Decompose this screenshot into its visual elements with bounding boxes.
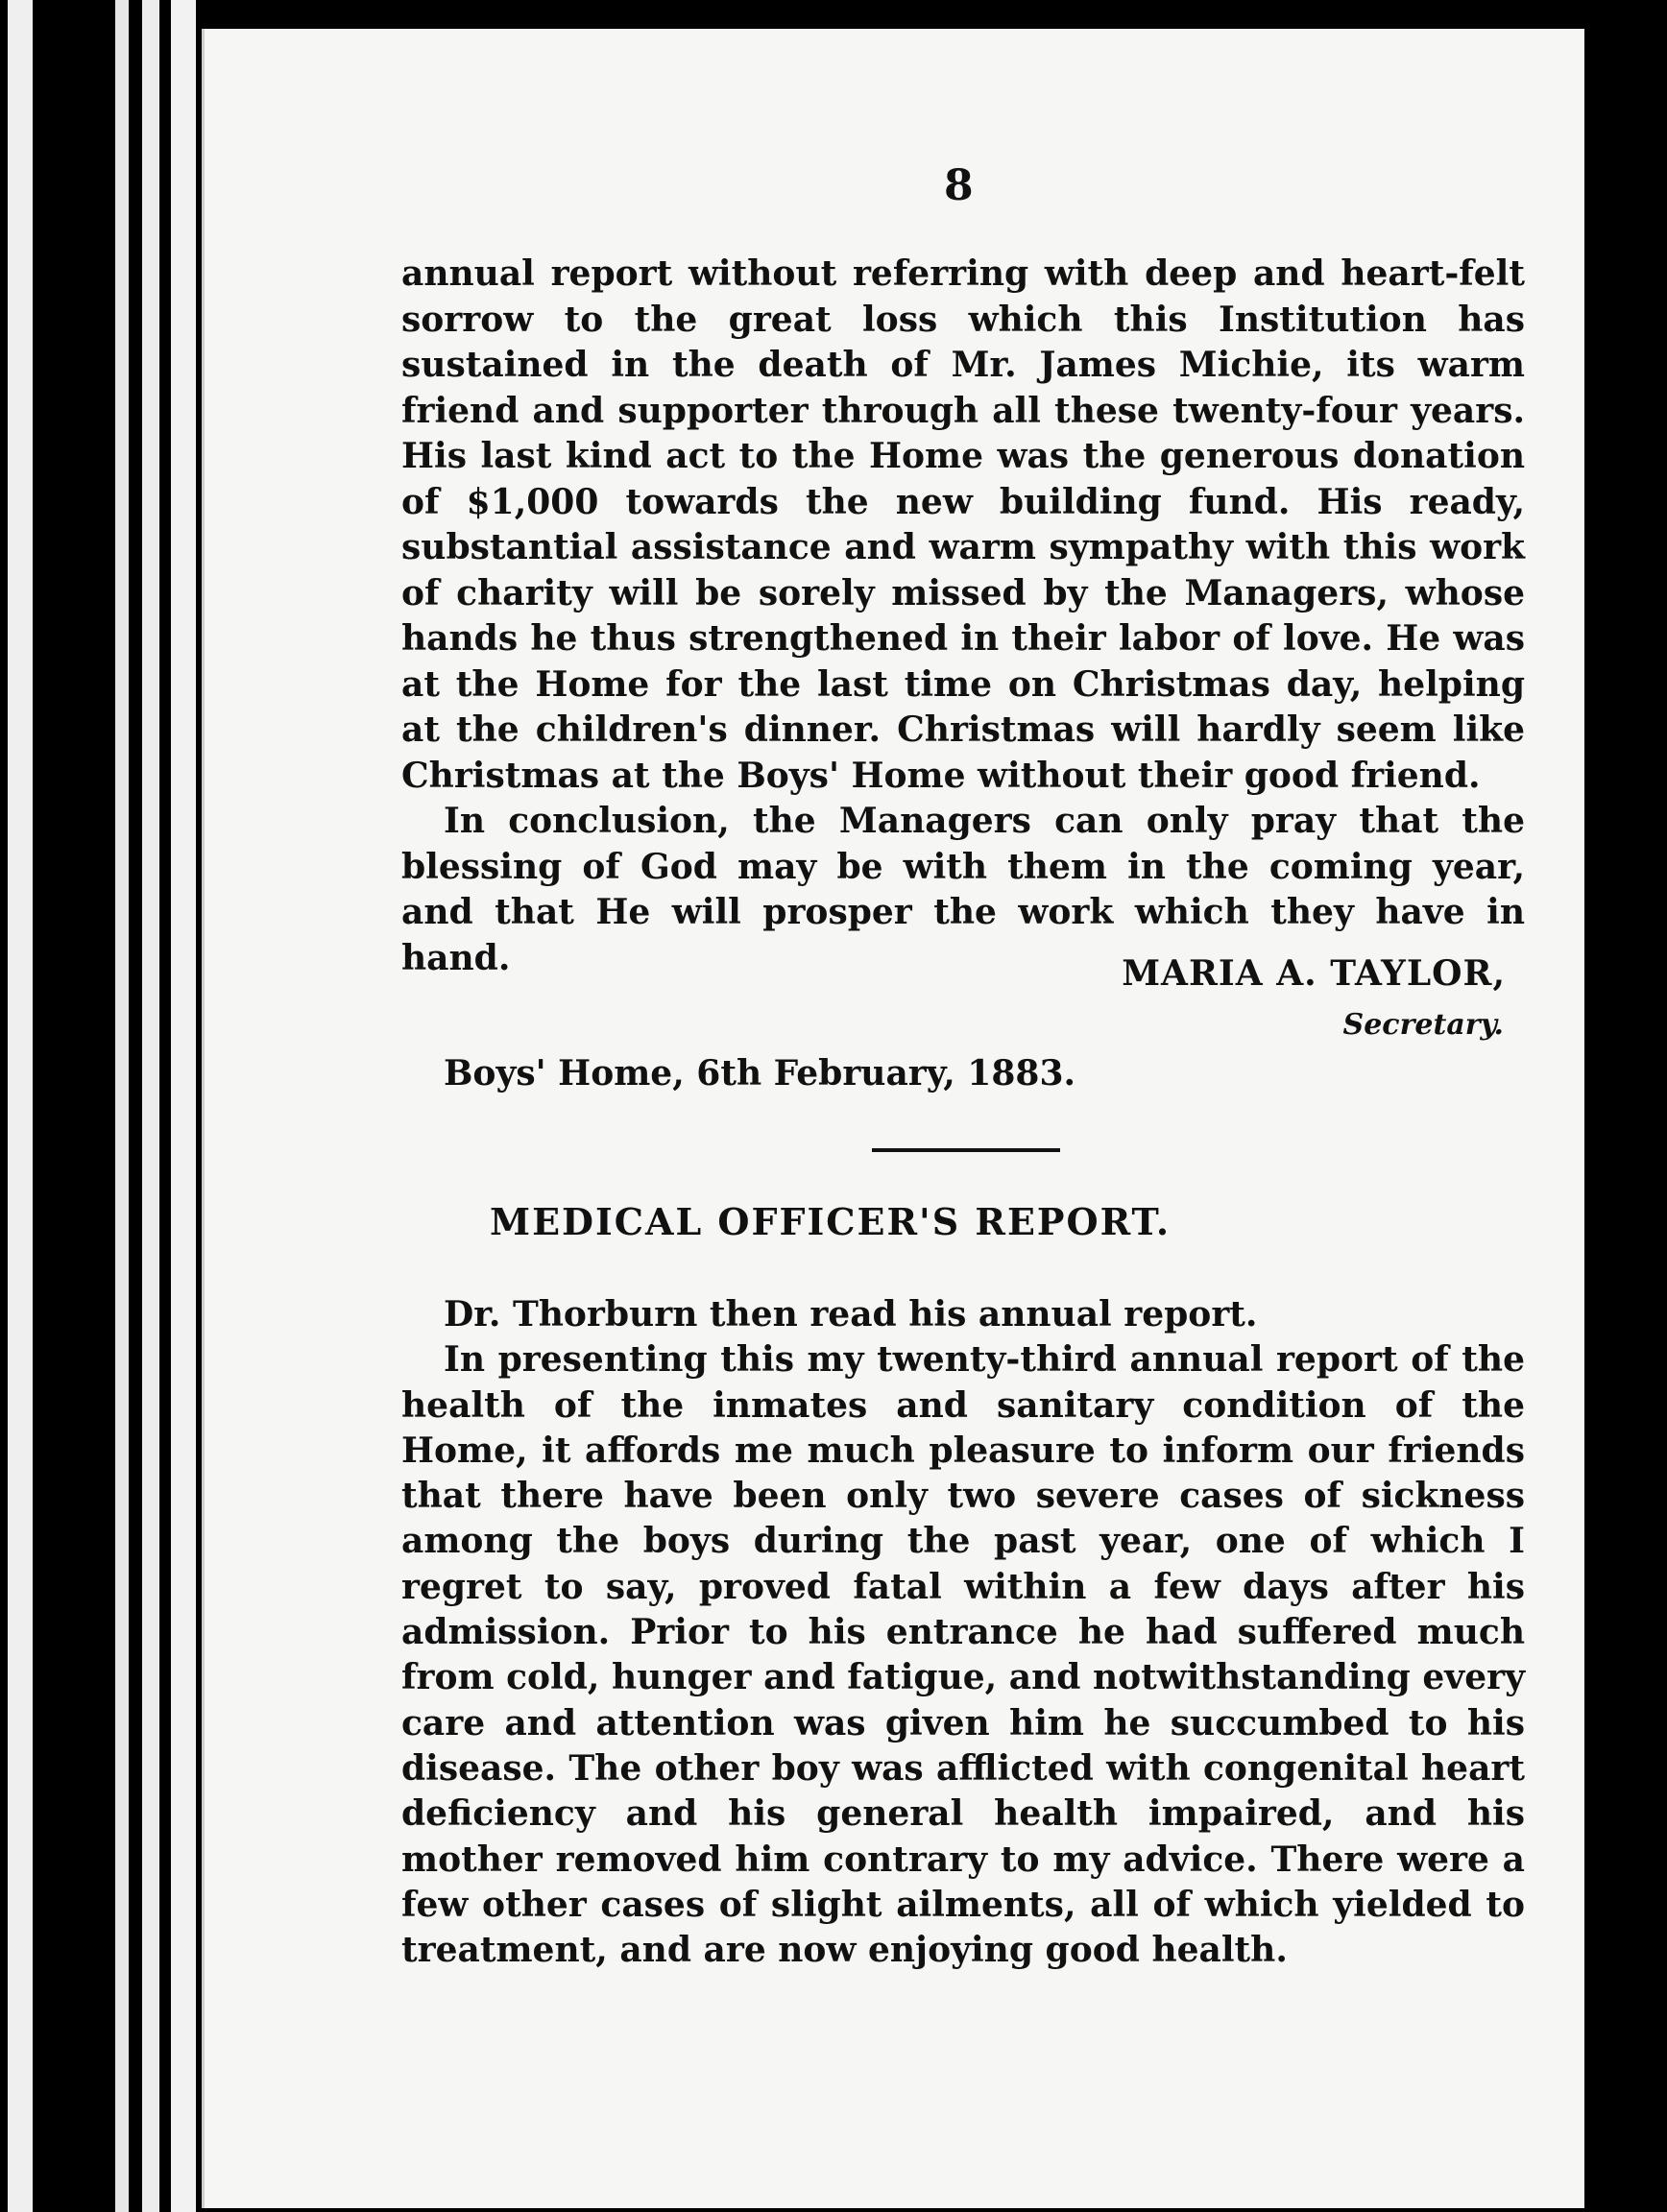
- section-heading: MEDICAL OFFICER'S REPORT.: [490, 1200, 1172, 1243]
- page-edge: [115, 0, 129, 2212]
- letter-paragraph: annual report without referring with deep and heart-felt sorrow to the great loss which this Institution has sustained in the death of Mr. James Michie, its warm friend and supporter through all these twenty-four years. His last kind act to the Home was the generous donation of $1,000 towards the new building fund. His ready, substantial assistance and warm sympathy with this work of charity will be sorely missed by the Managers, whose hands he thus strengthened in their labor of love. He was at the Home for the last time on Christmas day, helping at the children's dinner. Christmas will hardly seem like Christmas at the Boys' Home without their good friend.: [401, 253, 1525, 796]
- dateline: Boys' Home, 6th February, 1883.: [444, 1053, 1076, 1094]
- report-body: [401, 1292, 1525, 1973]
- page-number: 8: [944, 161, 974, 210]
- section-divider: [872, 1148, 1060, 1152]
- letter-body: [401, 252, 1525, 981]
- page-edge: [8, 0, 33, 2212]
- page-edge: [142, 0, 159, 2212]
- letter-paragraph: In conclusion, the Managers can only pray that the blessing of God may be with them in the coming year, and that He will prosper the work which they have in hand.: [401, 801, 1525, 978]
- report-paragraph: Dr. Thorburn then read his annual report.: [444, 1294, 1258, 1334]
- page-edge: [171, 0, 196, 2212]
- signature-title: Secretary.: [1342, 1008, 1504, 1042]
- scan-shadow: [1584, 0, 1667, 2212]
- report-paragraph: In presenting this my twenty-third annual report of the health of the inmates and sanitary condition of the Home, it affords me much pleasure to inform our friends that there have been only two severe cases of sickness among the boys during the past year, one of which I regret to say, proved fatal within a few days after his admission. Prior to his entrance he had suffered much from cold, hunger and fatigue, and notwithstanding every care and attention was given him he succumbed to his disease. The other boy was afflicted with congenital heart deficiency and his general health impaired, and his mother removed him contrary to my advice. There were a few other cases of slight ailments, all of which yielded to treatment, and are now enjoying good health.: [401, 1339, 1525, 1971]
- signature-name: MARIA A. TAYLOR,: [1122, 953, 1506, 994]
